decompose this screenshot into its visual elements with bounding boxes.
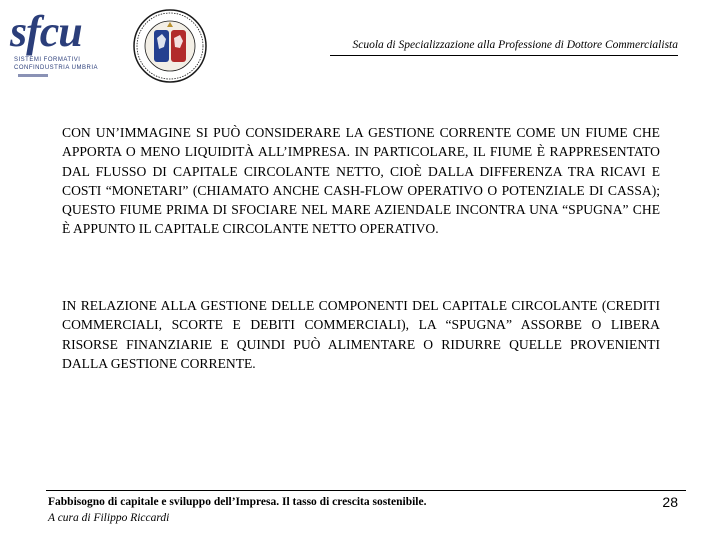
footer-title: Fabbisogno di capitale e sviluppo dell’Impresa. Il tasso di crescita sostenibile. [48,496,427,508]
body-paragraph-2: IN RELAZIONE ALLA GESTIONE DELLE COMPONENTI DEL CAPITALE CIRCOLANTE (CREDITI COMMERCIALI, SCORTE E DEBITI COMMERCIALI), LA “SPUGNA” ASSORBE O LIBERA RISORSE FINANZIARIE E QUINDI PUÒ ALIMENTARE O RIDURRE QUELLE PROVENIENTI DALLA GESTIONE CORRENTE. [62,298,660,371]
sfcu-logo-wordmark: sfcu [10,7,82,56]
sfcu-logo-subtitle: SISTEMI FORMATIVI CONFINDUSTRIA UMBRIA [14,57,99,71]
footer-author: A cura di Filippo Riccardi [48,512,170,524]
body-paragraph-1: CON UN’IMMAGINE SI PUÒ CONSIDERARE LA GESTIONE CORRENTE COME UN FIUME CHE APPORTA O MENO LIQUIDITÀ ALL’IMPRESA. IN PARTICOLARE, IL FIUME È RAPPRESENTATO DAL FLUSSO DI CAPITALE CIRCOLANTE NETTO, CIOÈ DALLA DIFFERENZA TRA RICAVI E COSTI “MONETARI” (CHIAMATO ANCHE CASH-FLOW OPERATIVO O POTENZIALE DI CASSA); QUESTO FIUME PRIMA DI SFOCIARE NEL MARE AZIENDALE INCONTRA UNA “SPUGNA” CHE È APPUNTO IL CAPITALE CIRCOLANTE NETTO OPERATIVO. [62,125,660,237]
sfcu-logo-bar [18,74,48,77]
university-seal-graphic [132,8,208,84]
header-title: Scuola di Specializzazione alla Professione di Dottore Commercialista [352,39,678,51]
footer-divider [46,490,686,491]
header-divider [330,55,678,56]
page-number: 28 [662,494,678,510]
university-seal-icon [132,8,208,84]
sfcu-logo [8,7,104,82]
